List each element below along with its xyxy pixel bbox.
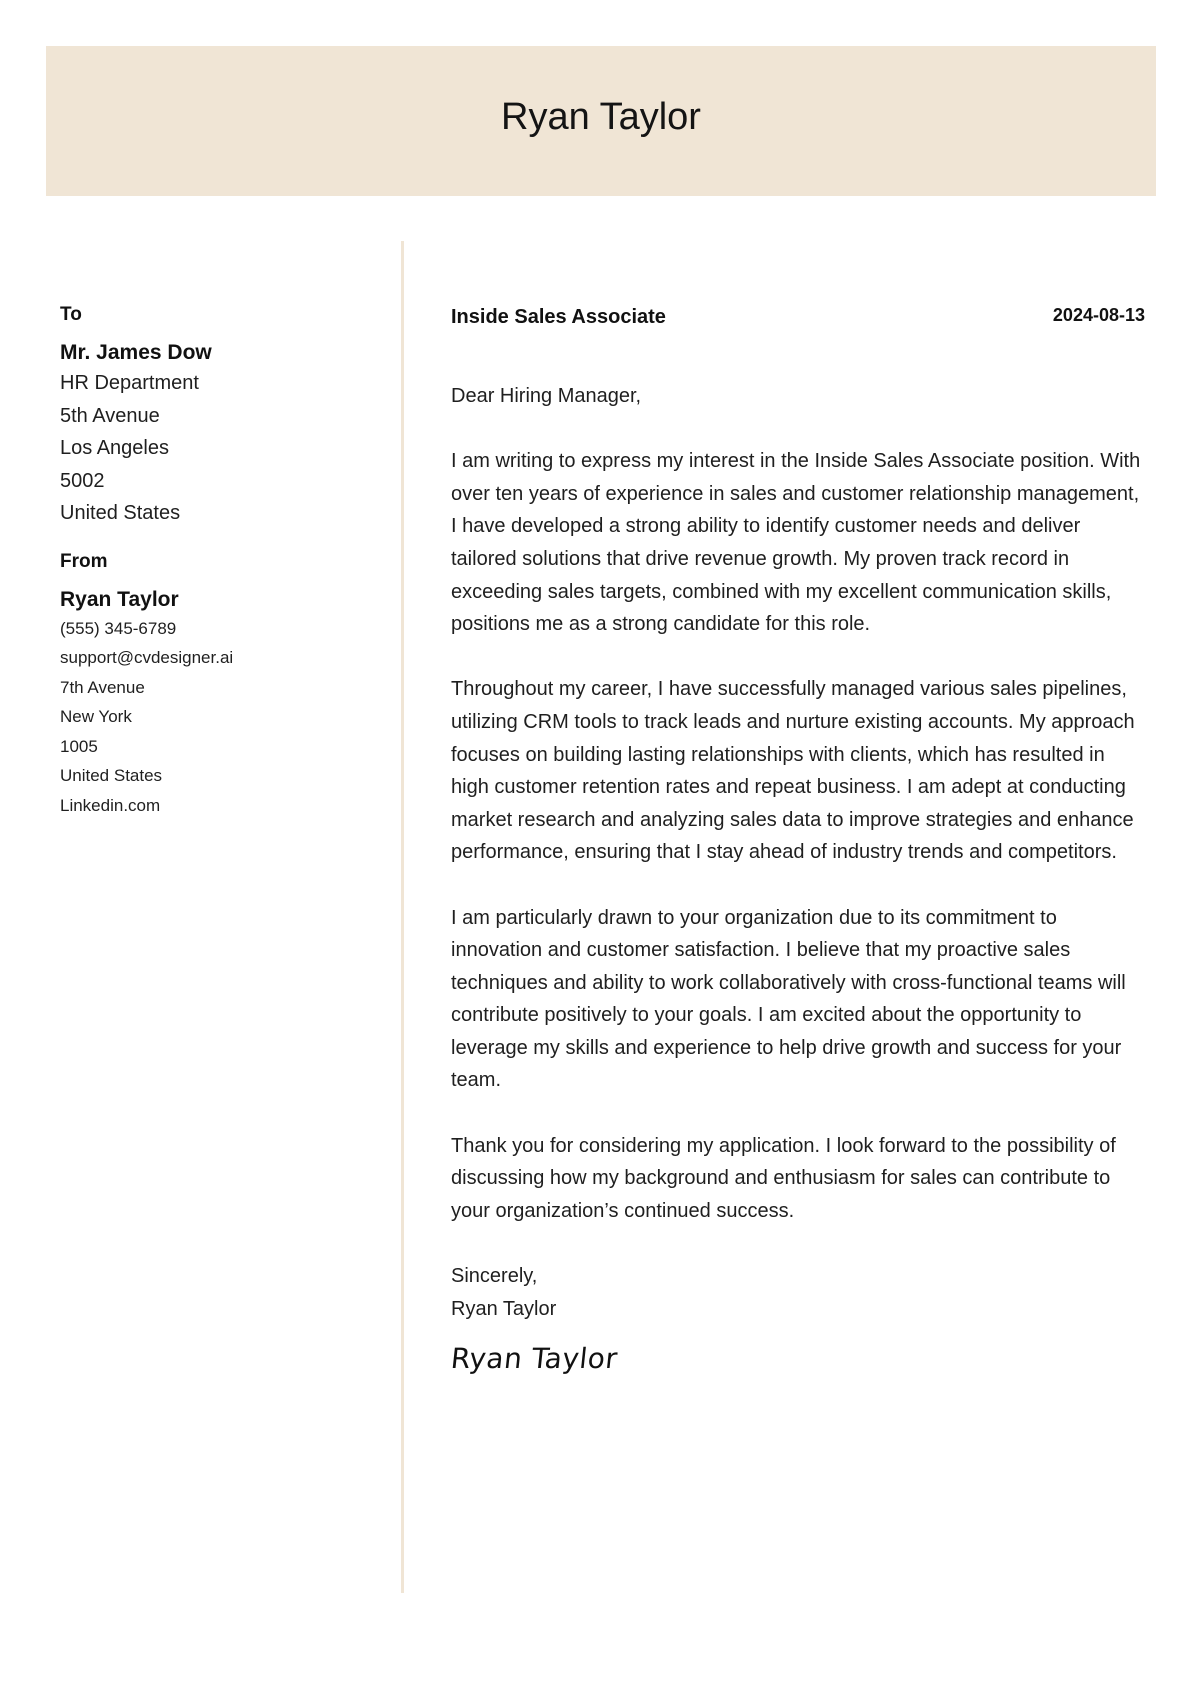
- sender-country: United States: [60, 766, 163, 785]
- recipient-block: [60, 339, 380, 530]
- to-heading: To: [60, 304, 82, 325]
- sender-phone: (555) 345-6789: [60, 618, 177, 638]
- sender-linkedin: Linkedin.com: [60, 795, 161, 815]
- from-heading: From: [60, 550, 108, 572]
- recipient-city: Los Angeles: [60, 437, 169, 459]
- recipient-department: HR Department: [60, 372, 199, 394]
- title-row: [451, 303, 1145, 331]
- header-name: Ryan Taylor: [501, 96, 701, 138]
- letter-body: [451, 303, 1145, 1377]
- recipient-name: Mr. James Dow: [60, 341, 212, 364]
- recipient-postcode: 5002: [60, 469, 105, 492]
- closing-block: [451, 1260, 1145, 1325]
- closing-name: Ryan Taylor: [451, 1297, 557, 1320]
- sender-street: 7th Avenue: [60, 677, 145, 697]
- paragraph-2: Throughout my career, I have successfully managed various sales pipelines, utilizing CRM tools to track leads and nurture existing accounts. My approach focuses on building lasting relationships with clients, which has resulted in high customer retention rates and repeat business. I am adept at conducting market research and analyzing sales data to improve strategies and enhance performance, ensuring that I stay ahead of industry trends and competitors.: [451, 678, 1135, 864]
- sender-postcode: 1005: [60, 736, 98, 756]
- job-title: Inside Sales Associate: [451, 306, 666, 328]
- sidebar: [60, 303, 380, 820]
- recipient-street: 5th Avenue: [60, 404, 160, 427]
- letter-date: 2024-08-13: [1052, 305, 1145, 325]
- sender-city: New York: [60, 707, 132, 726]
- salutation: Dear Hiring Manager,: [451, 385, 642, 407]
- recipient-country: United States: [60, 502, 181, 524]
- column-divider: [401, 241, 404, 1593]
- paragraph-1: I am writing to express my interest in the Inside Sales Associate position. With over ten years of experience in sales and customer relationship management, I have developed a strong ability to identify customer needs and deliver tailored solutions that drive revenue growth. My proven track record in exceeding sales targets, combined with my excellent communication skills, positions me as a strong candidate for this role.: [451, 450, 1141, 636]
- sender-block: [60, 586, 380, 821]
- paragraph-3: I am particularly drawn to your organization due to its commitment to innovation and customer satisfaction. I believe that my proactive sales techniques and ability to work collaboratively with cross-functional teams will contribute positively to your goals. I am excited about the opportunity to leverage my skills and experience to help drive growth and success for your team.: [451, 906, 1126, 1092]
- closing-text: Sincerely,: [451, 1265, 538, 1288]
- header-band: [46, 46, 1156, 196]
- paragraph-4: Thank you for considering my application. I look forward to the possibility of discussing how my background and enthusiasm for sales can contribute to your organization’s continued success.: [451, 1134, 1116, 1222]
- signature: Ryan Taylor: [449, 1342, 620, 1376]
- sender-email: support@cvdesigner.ai: [60, 648, 234, 667]
- sender-name: Ryan Taylor: [60, 587, 179, 611]
